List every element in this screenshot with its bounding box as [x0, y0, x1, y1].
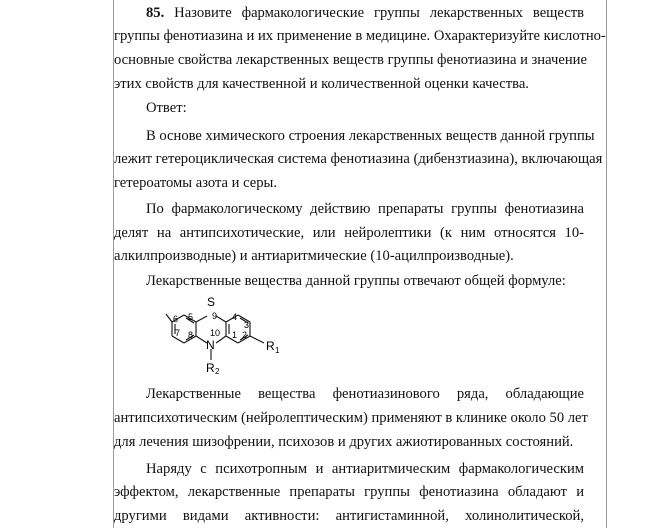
paragraph-1-line-2: лежит гетероциклическая система фенотиазина (дибензтиазина), включающая — [114, 151, 603, 167]
position-7: 7 — [175, 328, 181, 338]
position-1: 1 — [232, 330, 238, 340]
answer-label: Ответ: — [146, 100, 187, 116]
position-8: 8 — [188, 330, 194, 340]
paragraph-5-line-2: эффектом, лекарственные препараты группы фенотиазина обладают и — [114, 484, 584, 500]
position-5: 5 — [188, 312, 194, 322]
paragraph-5-line-3: другими видами активности: антигистаминной, холинолитической, — [114, 508, 584, 524]
position-10: 10 — [210, 328, 221, 338]
question-number: 85. — [146, 5, 165, 21]
question-line-1: 85. Назовите фармакологические группы лекарственных веществ — [146, 5, 584, 21]
paragraph-3-line-1: Лекарственные вещества данной группы отвечают общей формуле: — [146, 273, 566, 289]
question-line-3: основные свойства лекарственных веществ группы фенотиазина и значение — [114, 52, 587, 68]
position-9: 9 — [212, 311, 218, 321]
position-3: 3 — [244, 320, 250, 330]
sulfur-atom: S — [207, 295, 216, 309]
nitrogen-atom: N — [206, 338, 215, 352]
document-page — [114, 0, 606, 528]
r2-label: R — [206, 361, 215, 374]
paragraph-4-line-1: Лекарственные вещества фенотиазинового ряда, обладающие — [146, 386, 584, 402]
r2-subscript: 2 — [215, 367, 220, 374]
paragraph-1-line-3: гетероатомы азота и серы. — [114, 175, 277, 191]
paragraph-2-line-2: делят на антипсихотические, или нейролептики (к ним относятся 10- — [114, 225, 584, 241]
question-line-4: этих свойств для качественной и количественной оценки качества. — [114, 76, 529, 92]
position-6: 6 — [173, 314, 179, 324]
paragraph-5-line-1: Наряду с психотропным и антиаритмическим фармакологическим — [146, 461, 584, 477]
r1-subscript: 1 — [275, 346, 280, 355]
question-line-2: группы фенотиазина и их применение в медицине. Охарактеризуйте кислотно- — [114, 28, 606, 44]
position-4: 4 — [232, 312, 238, 322]
paragraph-1-line-1: В основе химического строения лекарственных веществ данной группы — [146, 128, 595, 144]
page-right-border — [606, 0, 607, 528]
paragraph-2-line-3: алкилпроизводные) и антиаритмические (10-ацилпроизводные). — [114, 248, 514, 264]
paragraph-4-line-3: для лечения шизофрении, психозов и других ажиотированных состояний. — [114, 434, 574, 450]
position-2: 2 — [242, 330, 248, 340]
paragraph-4-line-2: антипсихотическим (нейролептическим) применяют в клинике около 50 лет — [114, 410, 588, 426]
paragraph-2-line-1: По фармакологическому действию препараты группы фенотиазина — [146, 201, 584, 217]
phenothiazine-formula — [144, 292, 314, 374]
r1-label: R — [266, 339, 275, 353]
